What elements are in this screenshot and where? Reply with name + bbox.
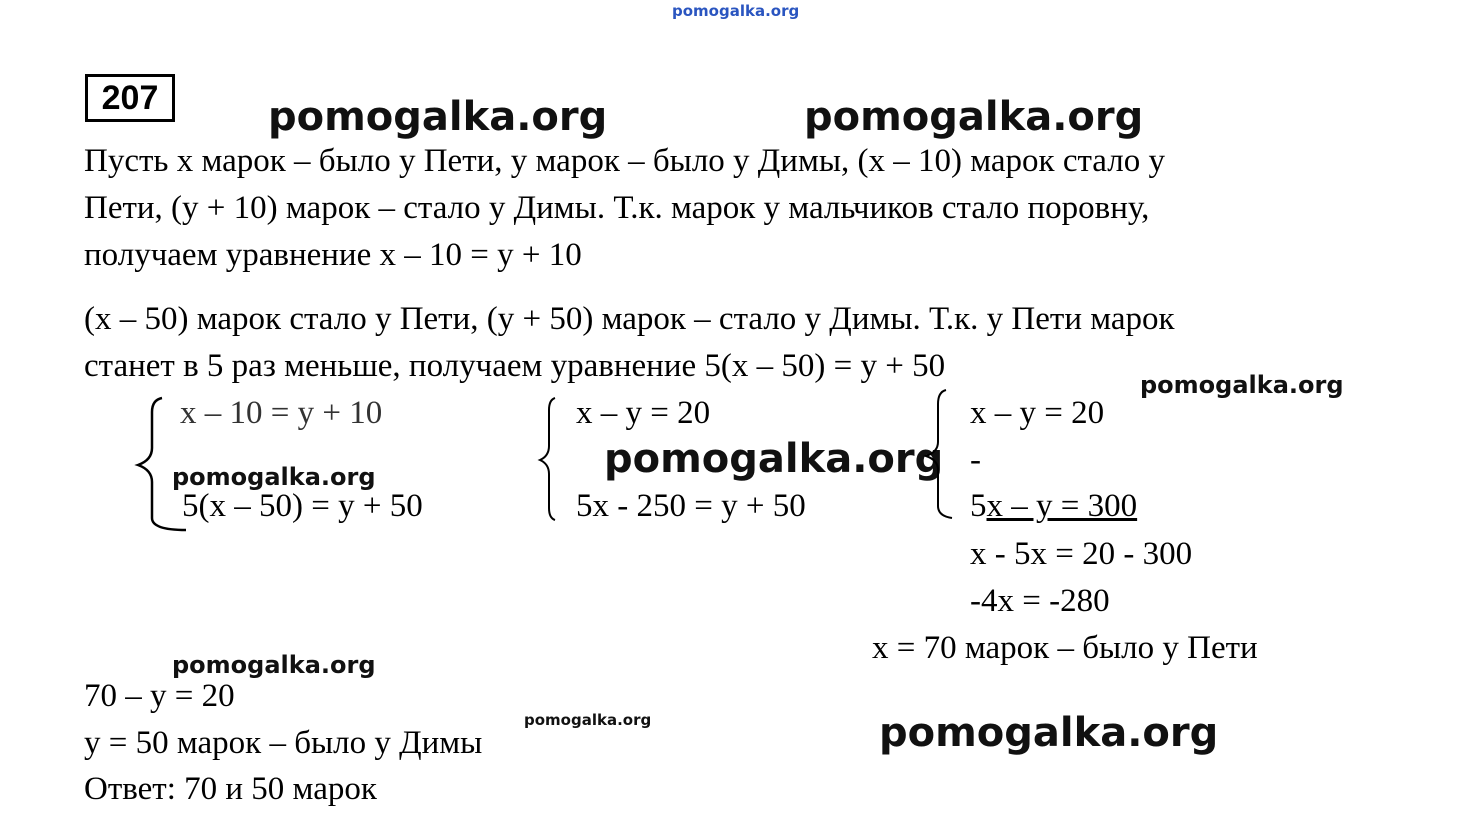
final-line1: 70 – у = 20 xyxy=(84,678,235,714)
watermark-lower-left: pomogalka.org xyxy=(172,651,376,679)
problem-number: 207 xyxy=(85,74,175,122)
system2-equation1: х – у = 20 xyxy=(576,395,711,431)
system1-equation1: х – 10 = у + 10 xyxy=(180,395,383,431)
watermark-header-right: pomogalka.org xyxy=(804,94,1144,140)
paragraph1-line1: Пусть х марок – было у Пети, у марок – было у Димы, (х – 10) марок стало у xyxy=(84,143,1165,179)
system1-equation2: 5(х – 50) = у + 50 xyxy=(182,488,423,524)
watermark-bottom-big: pomogalka.org xyxy=(879,710,1219,756)
watermark-top: pomogalka.org xyxy=(672,2,800,20)
system3-equation2-prefix: 5 xyxy=(970,488,987,524)
final-answer: Ответ: 70 и 50 марок xyxy=(84,771,377,807)
paragraph2-line2: станет в 5 раз меньше, получаем уравнение 5(х – 50) = у + 50 xyxy=(84,348,946,384)
system2-brace xyxy=(535,396,565,522)
final-line2: у = 50 марок – было у Димы xyxy=(84,725,483,761)
paragraph2-line1: (х – 50) марок стало у Пети, (у + 50) марок – стало у Димы. Т.к. у Пети марок xyxy=(84,301,1175,337)
paragraph1-line2: Пети, (у + 10) марок – стало у Димы. Т.к. марок у мальчиков стало поровну, xyxy=(84,190,1150,226)
watermark-left-mid: pomogalka.org xyxy=(172,463,376,491)
watermark-right-small: pomogalka.org xyxy=(1140,371,1344,399)
system2-equation2: 5х - 250 = у + 50 xyxy=(576,488,806,524)
system3-equation2 xyxy=(970,486,1137,526)
system3-equation1: х – у = 20 xyxy=(970,395,1105,431)
solution-line2: -4х = -280 xyxy=(970,583,1110,619)
watermark-center-big: pomogalka.org xyxy=(604,436,944,482)
watermark-header-left: pomogalka.org xyxy=(268,94,608,140)
solution-line3: х = 70 марок – было у Пети xyxy=(872,630,1258,666)
paragraph1-line3: получаем уравнение х – 10 = у + 10 xyxy=(84,237,582,273)
solution-line1: х - 5х = 20 - 300 xyxy=(970,536,1193,572)
system3-minus: - xyxy=(970,442,981,478)
watermark-bottom-small: pomogalka.org xyxy=(524,711,652,729)
system3-brace xyxy=(918,388,958,522)
system3-equation2-underlined: х – у = 300 xyxy=(986,488,1138,524)
